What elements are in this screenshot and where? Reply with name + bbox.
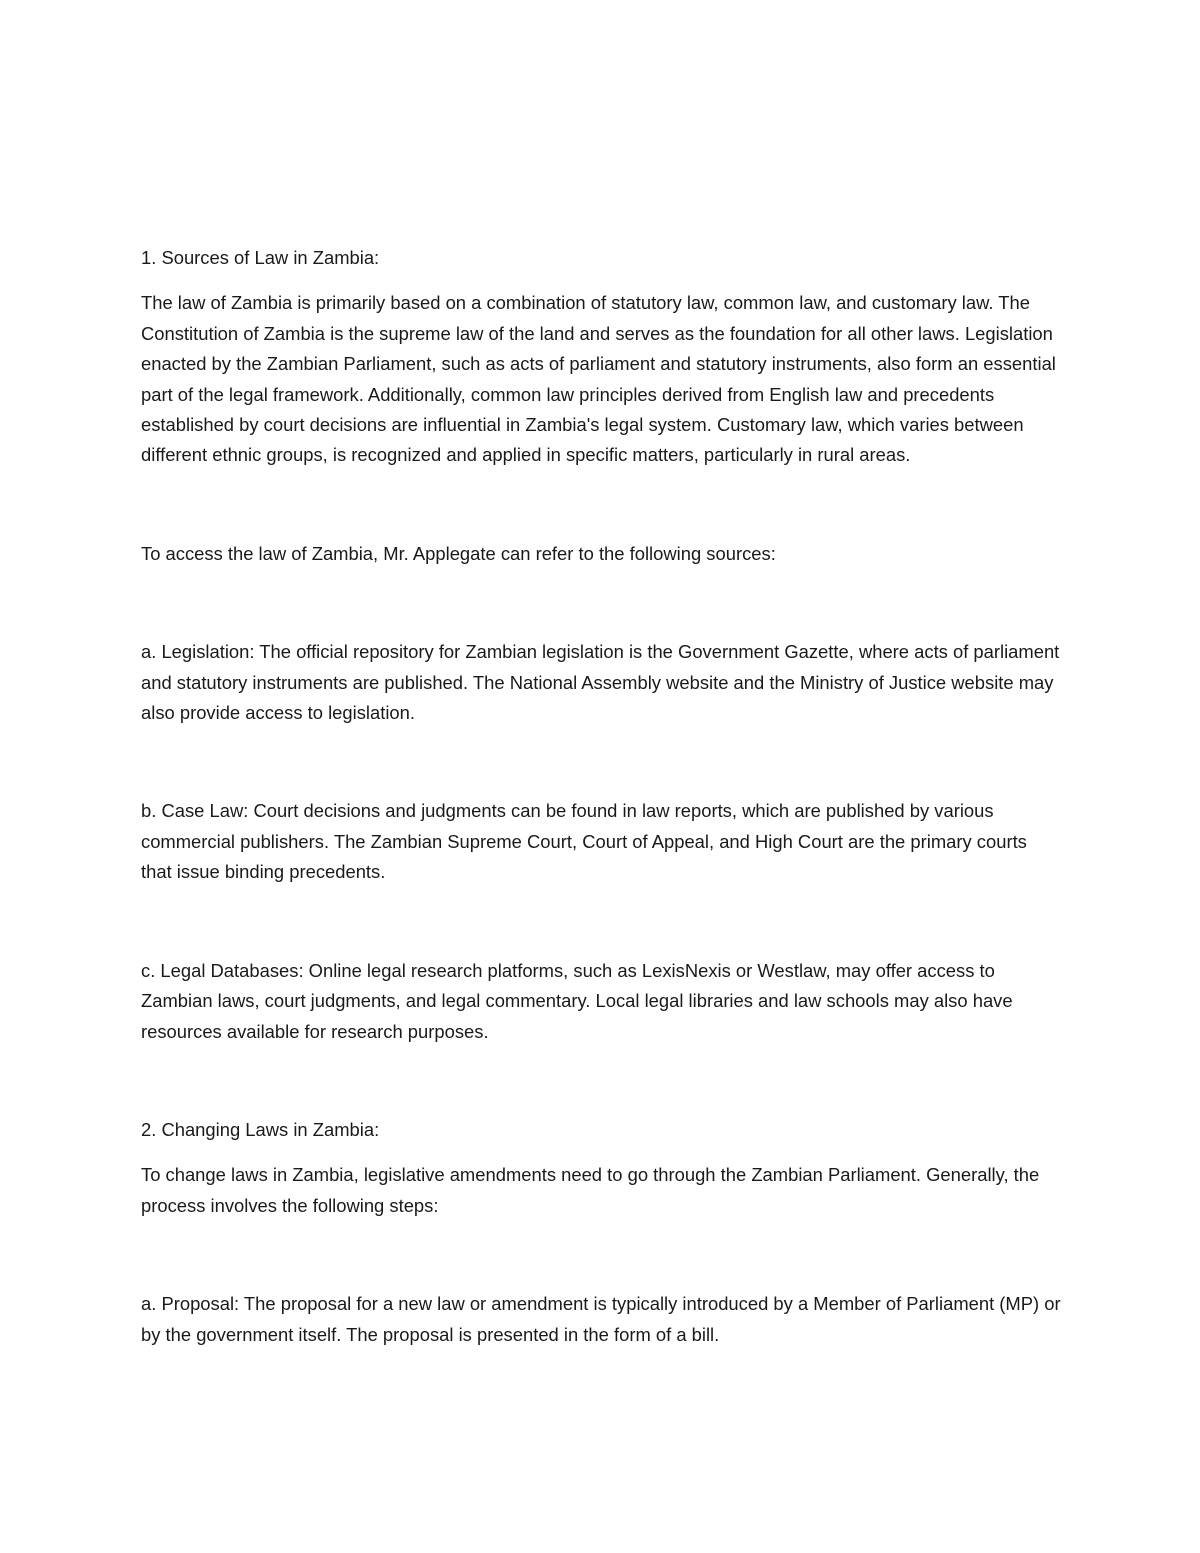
section-2-intro-paragraph: To change laws in Zambia, legislative amendments need to go through the Zambian Parliament. Generally, the process involves the following steps: <box>141 1164 1040 1216</box>
section-2-heading: 2. Changing Laws in Zambia: <box>141 1118 380 1140</box>
document-body <box>141 243 1061 1350</box>
access-intro-paragraph: To access the law of Zambia, Mr. Applegate can refer to the following sources: <box>141 542 776 564</box>
step-proposal-paragraph: a. Proposal: The proposal for a new law or amendment is typically introduced by a Member of Parliament (MP) or by the government itself. The proposal is presented in the form of a bill. <box>141 1293 1061 1345</box>
source-case-law-paragraph: b. Case Law: Court decisions and judgments can be found in law reports, which are published by various commercial publishers. The Zambian Supreme Court, Court of Appeal, and High Court are the primary courts that issue binding precedents. <box>141 800 1027 883</box>
section-1-heading: 1. Sources of Law in Zambia: <box>141 247 380 268</box>
source-legislation-paragraph: a. Legislation: The official repository for Zambian legislation is the Government Gazette, where acts of parliament and statutory instruments are published. The National Assembly website and the Ministry of Justice website may also provide access to legislation. <box>141 641 1060 724</box>
section-1-intro-paragraph: The law of Zambia is primarily based on a combination of statutory law, common law, and customary law. The Constitution of Zambia is the supreme law of the land and serves as the foundation for all other laws. Legislation enacted by the Zambian Parliament, such as acts of parliament and statutory instruments, also form an essential part of the legal framework. Additionally, common law principles derived from English law and precedents established by court decisions are influential in Zambia's legal system. Customary law, which varies between different ethnic groups, is recognized and applied in specific matters, particularly in rural areas. <box>141 292 1056 466</box>
source-legal-databases-paragraph: c. Legal Databases: Online legal research platforms, such as LexisNexis or Westlaw, may offer access to Zambian laws, court judgments, and legal commentary. Local legal libraries and law schools may also have resources available for research purposes. <box>141 959 1013 1042</box>
